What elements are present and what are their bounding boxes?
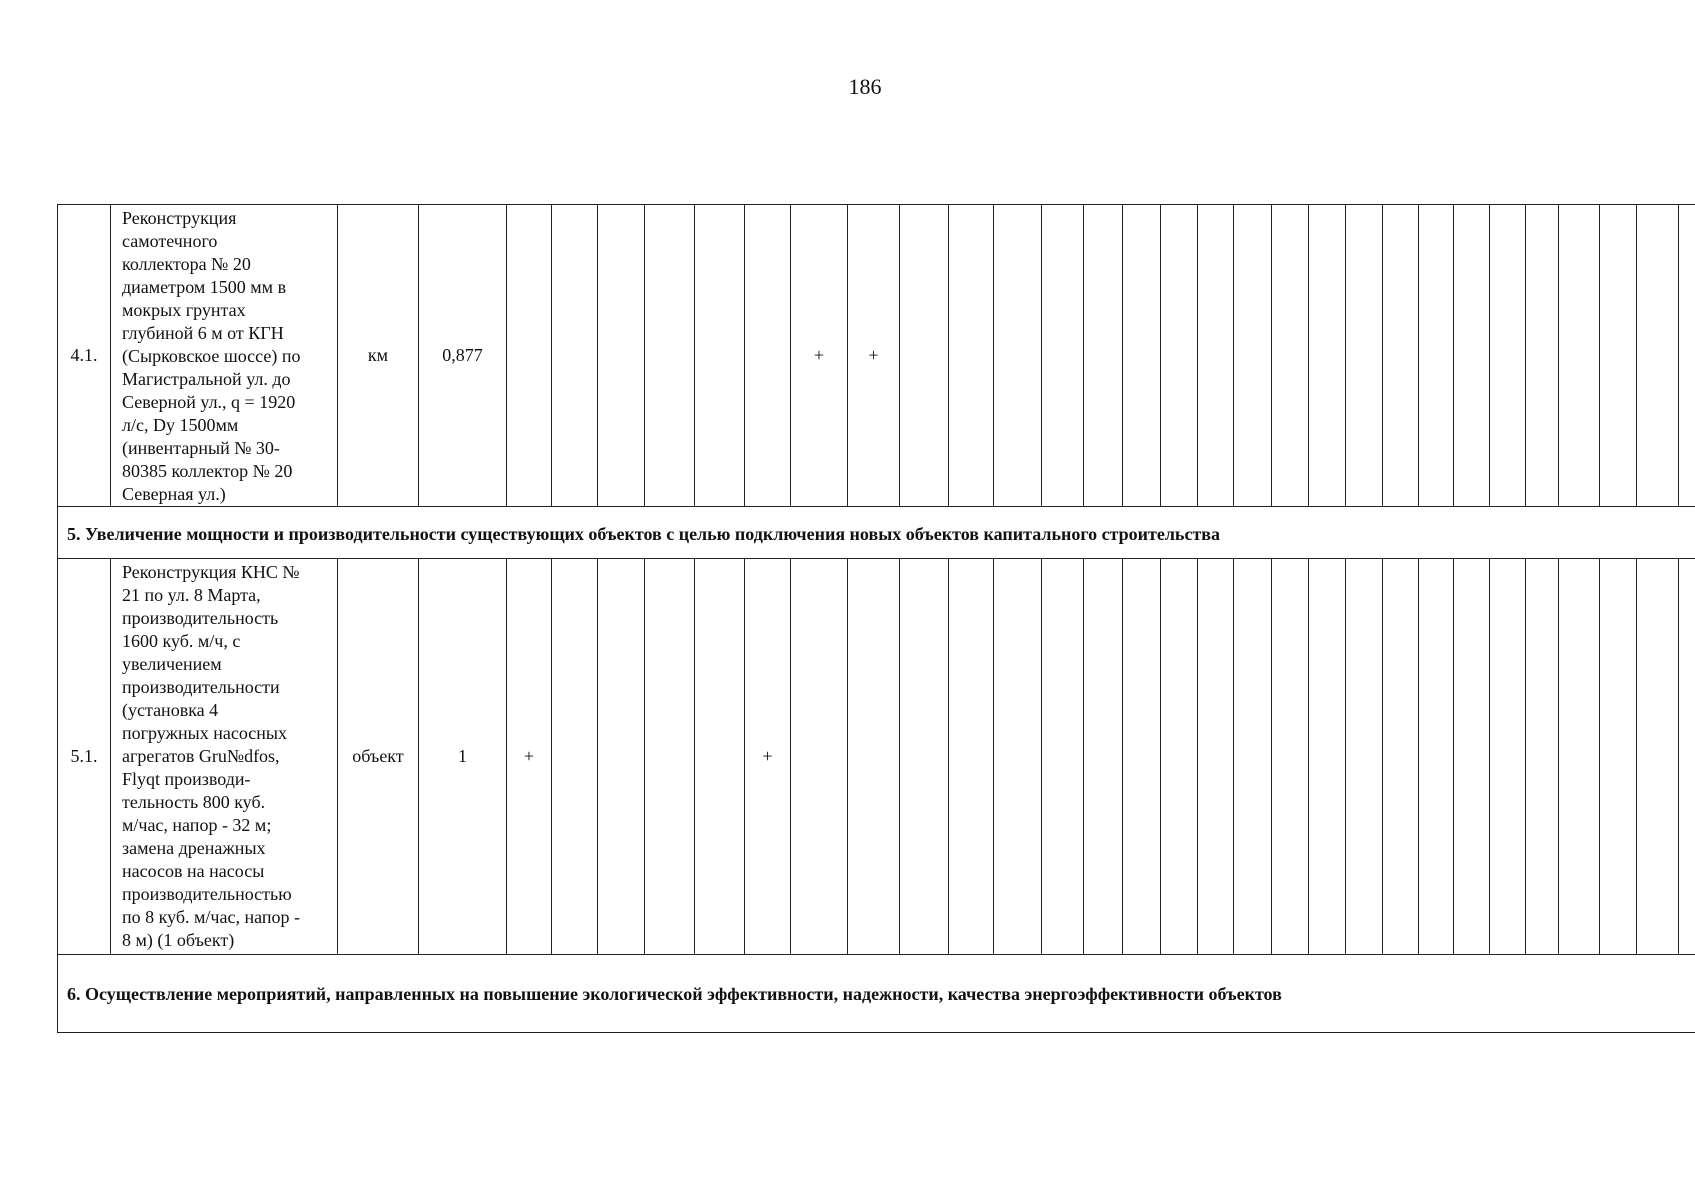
schedule-mark-cell <box>645 205 695 507</box>
description-line: диаметром 1500 мм в <box>122 277 287 297</box>
schedule-mark-cell <box>1272 559 1309 955</box>
description-line: замена дренажных <box>122 838 266 858</box>
description-line: глубиной 6 м от КГН <box>122 323 284 343</box>
description-line: Реконструкция КНС № <box>122 562 300 582</box>
schedule-mark-cell: + <box>791 205 848 507</box>
section-heading-6: 6. Осуществление мероприятий, направленных на повышение экологической эффективности, надежности, качества энергоэффективности объектов <box>58 955 1695 1033</box>
description-line: увеличением <box>122 654 222 674</box>
description-line: Магистральной ул. до <box>122 369 291 389</box>
description-line: погружных насосных <box>122 723 287 743</box>
schedule-mark-cell <box>598 559 645 955</box>
description-line: агрегатов Gru№dfos, <box>122 746 280 766</box>
schedule-mark-cell <box>1490 559 1526 955</box>
description-line: тельность 800 куб. <box>122 792 266 812</box>
schedule-mark-cell <box>1637 205 1679 507</box>
unit-cell: объект <box>338 559 419 955</box>
schedule-mark-cell <box>695 559 745 955</box>
schedule-mark-cell <box>1679 205 1695 507</box>
page-number: 186 <box>848 74 882 99</box>
schedule-mark-cell <box>1161 205 1198 507</box>
schedule-mark-cell <box>695 205 745 507</box>
schedule-mark-cell <box>1383 559 1419 955</box>
schedule-mark-cell: + <box>848 205 900 507</box>
schedule-mark-cell <box>949 559 994 955</box>
section-row-5 <box>58 507 1695 559</box>
description-line: 21 по ул. 8 Марта, <box>122 585 261 605</box>
measure-description <box>111 559 338 955</box>
schedule-mark-cell <box>1346 559 1383 955</box>
schedule-mark-cell <box>1084 559 1123 955</box>
table-row-4-1 <box>58 205 1695 507</box>
description-line: самотечного <box>122 231 218 251</box>
schedule-mark-cell <box>1084 205 1123 507</box>
description-line: производительность <box>122 608 279 628</box>
description-line: Flyqt производи- <box>122 769 251 789</box>
description-line: производительностью <box>122 884 292 904</box>
description-line: 80385 коллектор № 20 <box>122 461 293 481</box>
schedule-mark-cell <box>1559 559 1600 955</box>
section-row-6 <box>58 955 1695 1033</box>
schedule-mark-cell: + <box>507 559 552 955</box>
section-heading-5: 5. Увеличение мощности и производительности существующих объектов с целью подключения новых объектов капитального строительства <box>58 507 1695 559</box>
schedule-mark-cell <box>848 559 900 955</box>
schedule-mark-cell <box>1272 205 1309 507</box>
description-line: производительности <box>122 677 280 697</box>
schedule-mark-cell: + <box>745 559 791 955</box>
schedule-mark-cell <box>1419 205 1454 507</box>
schedule-mark-cell <box>1123 205 1161 507</box>
description-line: 1600 куб. м/ч, с <box>122 631 241 651</box>
schedule-mark-cell <box>1600 559 1637 955</box>
description-line: 8 м) (1 объект) <box>122 930 235 950</box>
description-line: (установка 4 <box>122 700 219 720</box>
quantity-cell: 0,877 <box>419 205 507 507</box>
schedule-mark-cell <box>1454 205 1490 507</box>
schedule-mark-cell <box>507 205 552 507</box>
investment-program-table <box>57 204 1695 1033</box>
schedule-mark-cell <box>1198 559 1234 955</box>
description-line: м/час, напор - 32 м; <box>122 815 272 835</box>
schedule-mark-cell <box>552 559 598 955</box>
schedule-mark-cell <box>1679 559 1695 955</box>
description-line: (инвентарный № 30- <box>122 438 280 458</box>
schedule-mark-cell <box>1346 205 1383 507</box>
description-line: Северной ул., q = 1920 <box>122 392 296 412</box>
schedule-mark-cell <box>598 205 645 507</box>
unit-cell: км <box>338 205 419 507</box>
description-line: Реконструкция <box>122 208 237 228</box>
description-line: л/с, Dy 1500мм <box>122 415 239 435</box>
quantity-cell: 1 <box>419 559 507 955</box>
schedule-mark-cell <box>1198 205 1234 507</box>
schedule-mark-cell <box>1234 205 1272 507</box>
schedule-mark-cell <box>994 559 1042 955</box>
schedule-mark-cell <box>1309 559 1346 955</box>
description-line: Северная ул.) <box>122 484 226 504</box>
schedule-mark-cell <box>1559 205 1600 507</box>
description-line: мокрых грунтах <box>122 300 246 320</box>
schedule-mark-cell <box>1309 205 1346 507</box>
schedule-mark-cell <box>1490 205 1526 507</box>
schedule-mark-cell <box>1454 559 1490 955</box>
schedule-mark-cell <box>1123 559 1161 955</box>
schedule-mark-cell <box>1526 559 1559 955</box>
row-number: 4.1. <box>58 205 111 507</box>
table-row-5-1 <box>58 559 1695 955</box>
description-line: по 8 куб. м/час, напор - <box>122 907 300 927</box>
schedule-mark-cell <box>1419 559 1454 955</box>
description-line: насосов на насосы <box>122 861 265 881</box>
description-line: (Сырковское шоссе) по <box>122 346 301 366</box>
schedule-mark-cell <box>745 205 791 507</box>
schedule-mark-cell <box>900 205 949 507</box>
schedule-mark-cell <box>1234 559 1272 955</box>
schedule-mark-cell <box>1042 559 1084 955</box>
schedule-mark-cell <box>791 559 848 955</box>
schedule-mark-cell <box>645 559 695 955</box>
schedule-mark-cell <box>1526 205 1559 507</box>
schedule-mark-cell <box>552 205 598 507</box>
schedule-mark-cell <box>1042 205 1084 507</box>
schedule-mark-cell <box>1600 205 1637 507</box>
schedule-mark-cell <box>949 205 994 507</box>
schedule-mark-cell <box>1637 559 1679 955</box>
schedule-mark-cell <box>1161 559 1198 955</box>
schedule-mark-cell <box>994 205 1042 507</box>
measure-description <box>111 205 338 507</box>
description-line: коллектора № 20 <box>122 254 251 274</box>
schedule-mark-cell <box>1383 205 1419 507</box>
row-number: 5.1. <box>58 559 111 955</box>
schedule-mark-cell <box>900 559 949 955</box>
